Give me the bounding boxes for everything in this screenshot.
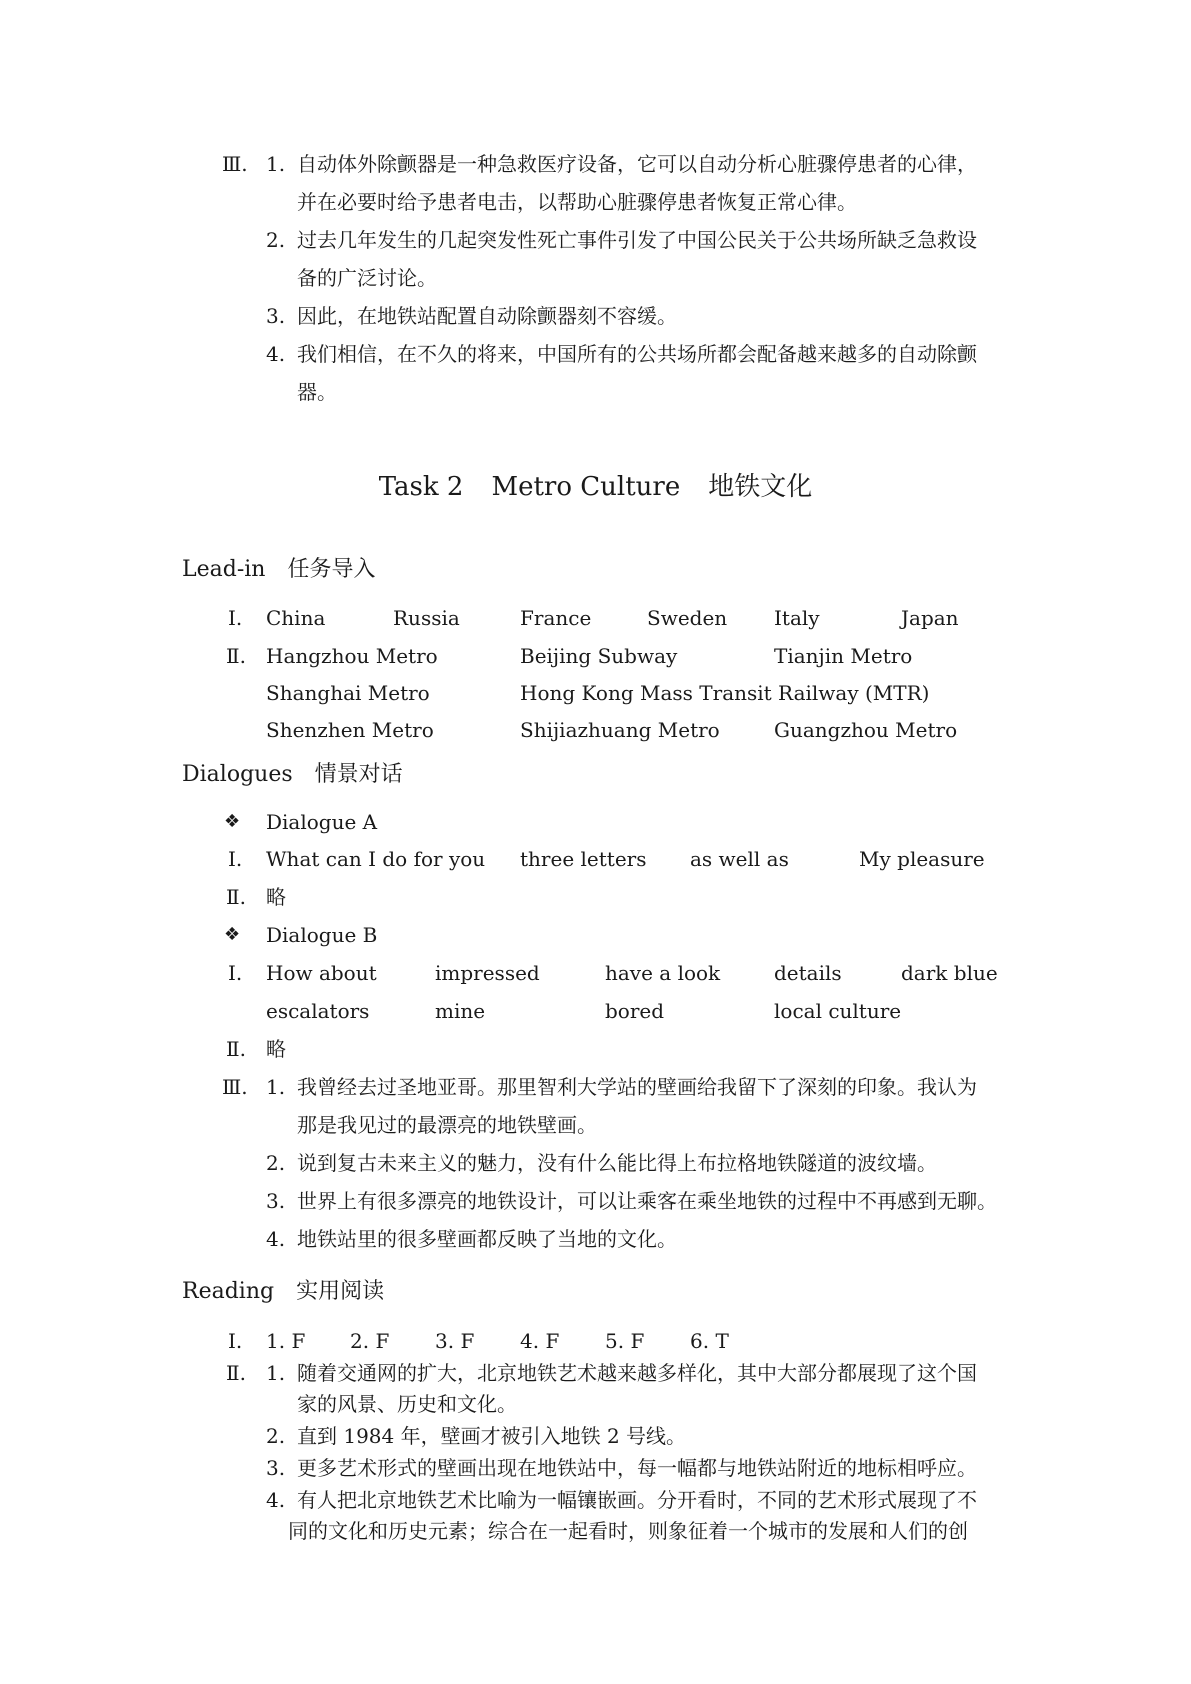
metro-name: Guangzhou Metro (774, 718, 958, 742)
answer-line: 世界上有很多漂亮的地铁设计，可以让乘客在乘坐地铁的过程中不再感到无聊。 (297, 1189, 997, 1213)
item-number: 1. (266, 1361, 286, 1385)
metro-name: Beijing Subway (520, 644, 678, 668)
true-false-answer: 2. F (350, 1329, 390, 1353)
true-false-answer: 3. F (435, 1329, 475, 1353)
section-heading-cn: 实用阅读 (296, 1279, 385, 1304)
answer-line: 自动体外除颤器是一种急救医疗设备，它可以自动分析心脏骤停患者的心律， (297, 152, 977, 176)
answer-line: 家的风景、历史和文化。 (297, 1392, 517, 1416)
metro-name: Hangzhou Metro (266, 644, 438, 668)
answer-phrase: as well as (690, 847, 789, 871)
answer-phrase: How about (266, 961, 377, 985)
section-heading-cn: 任务导入 (287, 557, 376, 582)
roman-marker: Ⅱ. (226, 885, 246, 909)
dialogue-title: Dialogue A (266, 810, 378, 834)
item-number: 3. (266, 1456, 286, 1480)
answer-phrase: local culture (774, 999, 902, 1023)
roman-marker: Ⅰ. (228, 847, 243, 871)
answer-word: China (266, 606, 326, 630)
answer-word: Italy (774, 606, 820, 630)
metro-name: Tianjin Metro (774, 644, 913, 668)
answer-word: France (520, 606, 592, 630)
answer-line: 有人把北京地铁艺术比喻为一幅镶嵌画。分开看时，不同的艺术形式展现了不 (297, 1488, 977, 1512)
true-false-answer: 6. T (690, 1329, 729, 1353)
answer-phrase: What can I do for you (266, 847, 486, 871)
answer-phrase: three letters (520, 847, 647, 871)
roman-marker: Ⅰ. (228, 606, 243, 630)
answer-line: 那是我见过的最漂亮的地铁壁画。 (297, 1113, 597, 1137)
metro-name: Shanghai Metro (266, 681, 430, 705)
item-number: 2. (266, 1151, 286, 1175)
roman-marker: Ⅱ. (226, 1037, 246, 1061)
answer-line: 我曾经去过圣地亚哥。那里智利大学站的壁画给我留下了深刻的印象。我认为 (297, 1075, 977, 1099)
answer-phrase: details (774, 961, 842, 985)
roman-marker: Ⅱ. (226, 644, 246, 668)
dialogue-title: Dialogue B (266, 923, 378, 947)
item-number: 4. (266, 342, 286, 366)
section-heading-en: Lead-in (182, 557, 266, 582)
answer-line: 并在必要时给予患者电击，以帮助心脏骤停患者恢复正常心律。 (297, 190, 857, 214)
answer-line: 直到 1984 年，壁画才被引入地铁 2 号线。 (297, 1424, 687, 1448)
metro-name: Hong Kong Mass Transit Railway (MTR) (520, 681, 930, 705)
task-name-cn: 地铁文化 (708, 472, 813, 502)
answer-word: Japan (901, 606, 959, 630)
answer-line: 因此，在地铁站配置自动除颤器刻不容缓。 (297, 304, 677, 328)
answer-line: 备的广泛讨论。 (297, 266, 437, 290)
answer-line: 我们相信，在不久的将来，中国所有的公共场所都会配备越来越多的自动除颤 (297, 342, 977, 366)
answer-line: 器。 (297, 380, 337, 404)
true-false-answer: 1. F (266, 1329, 306, 1353)
item-number: 4. (266, 1227, 286, 1251)
task-number: Task 2 (378, 472, 464, 502)
answer-phrase: My pleasure (859, 847, 985, 871)
answer-phrase: bored (605, 999, 665, 1023)
item-number: 2. (266, 228, 286, 252)
answer-line: 更多艺术形式的壁画出现在地铁站中，每一幅都与地铁站附近的地标相呼应。 (297, 1456, 977, 1480)
section-heading-leadin (182, 555, 375, 585)
item-number: 2. (266, 1424, 286, 1448)
section-heading-dialogues (182, 760, 403, 790)
answer-word: Russia (393, 606, 460, 630)
diamond-bullet-icon: ❖ (224, 924, 241, 945)
answer-line: 过去几年发生的几起突发性死亡事件引发了中国公民关于公共场所缺乏急救设 (297, 228, 977, 252)
answer-line: 同的文化和历史元素；综合在一起看时，则象征着一个城市的发展和人们的创 (288, 1519, 968, 1543)
roman-marker: Ⅲ. (222, 152, 248, 176)
omitted-text: 略 (266, 885, 286, 909)
answer-line: 随着交通网的扩大，北京地铁艺术越来越多样化，其中大部分都展现了这个国 (297, 1361, 977, 1385)
answer-phrase: impressed (435, 961, 540, 985)
item-number: 3. (266, 1189, 286, 1213)
answer-phrase: mine (435, 999, 486, 1023)
roman-marker: Ⅲ. (222, 1075, 248, 1099)
answer-line: 地铁站里的很多壁画都反映了当地的文化。 (297, 1227, 677, 1251)
section-heading-en: Reading (182, 1279, 275, 1304)
true-false-answer: 4. F (520, 1329, 560, 1353)
omitted-text: 略 (266, 1037, 286, 1061)
metro-name: Shijiazhuang Metro (520, 718, 720, 742)
answer-phrase: have a look (605, 961, 721, 985)
item-number: 1. (266, 1075, 286, 1099)
answer-line: 说到复古未来主义的魅力，没有什么能比得上布拉格地铁隧道的波纹墙。 (297, 1151, 937, 1175)
roman-marker: Ⅱ. (226, 1361, 246, 1385)
diamond-bullet-icon: ❖ (224, 811, 241, 832)
roman-marker: Ⅰ. (228, 1329, 243, 1353)
answer-word: Sweden (647, 606, 728, 630)
task-title (0, 470, 1191, 504)
task-name-en: Metro Culture (491, 472, 681, 502)
section-heading-cn: 情景对话 (314, 762, 403, 787)
roman-marker: Ⅰ. (228, 961, 243, 985)
answer-phrase: escalators (266, 999, 370, 1023)
metro-name: Shenzhen Metro (266, 718, 434, 742)
section-heading-reading (182, 1277, 384, 1307)
answer-phrase: dark blue (901, 961, 998, 985)
section-heading-en: Dialogues (182, 762, 293, 787)
item-number: 1. (266, 152, 286, 176)
item-number: 4. (266, 1488, 286, 1512)
item-number: 3. (266, 304, 286, 328)
true-false-answer: 5. F (605, 1329, 645, 1353)
